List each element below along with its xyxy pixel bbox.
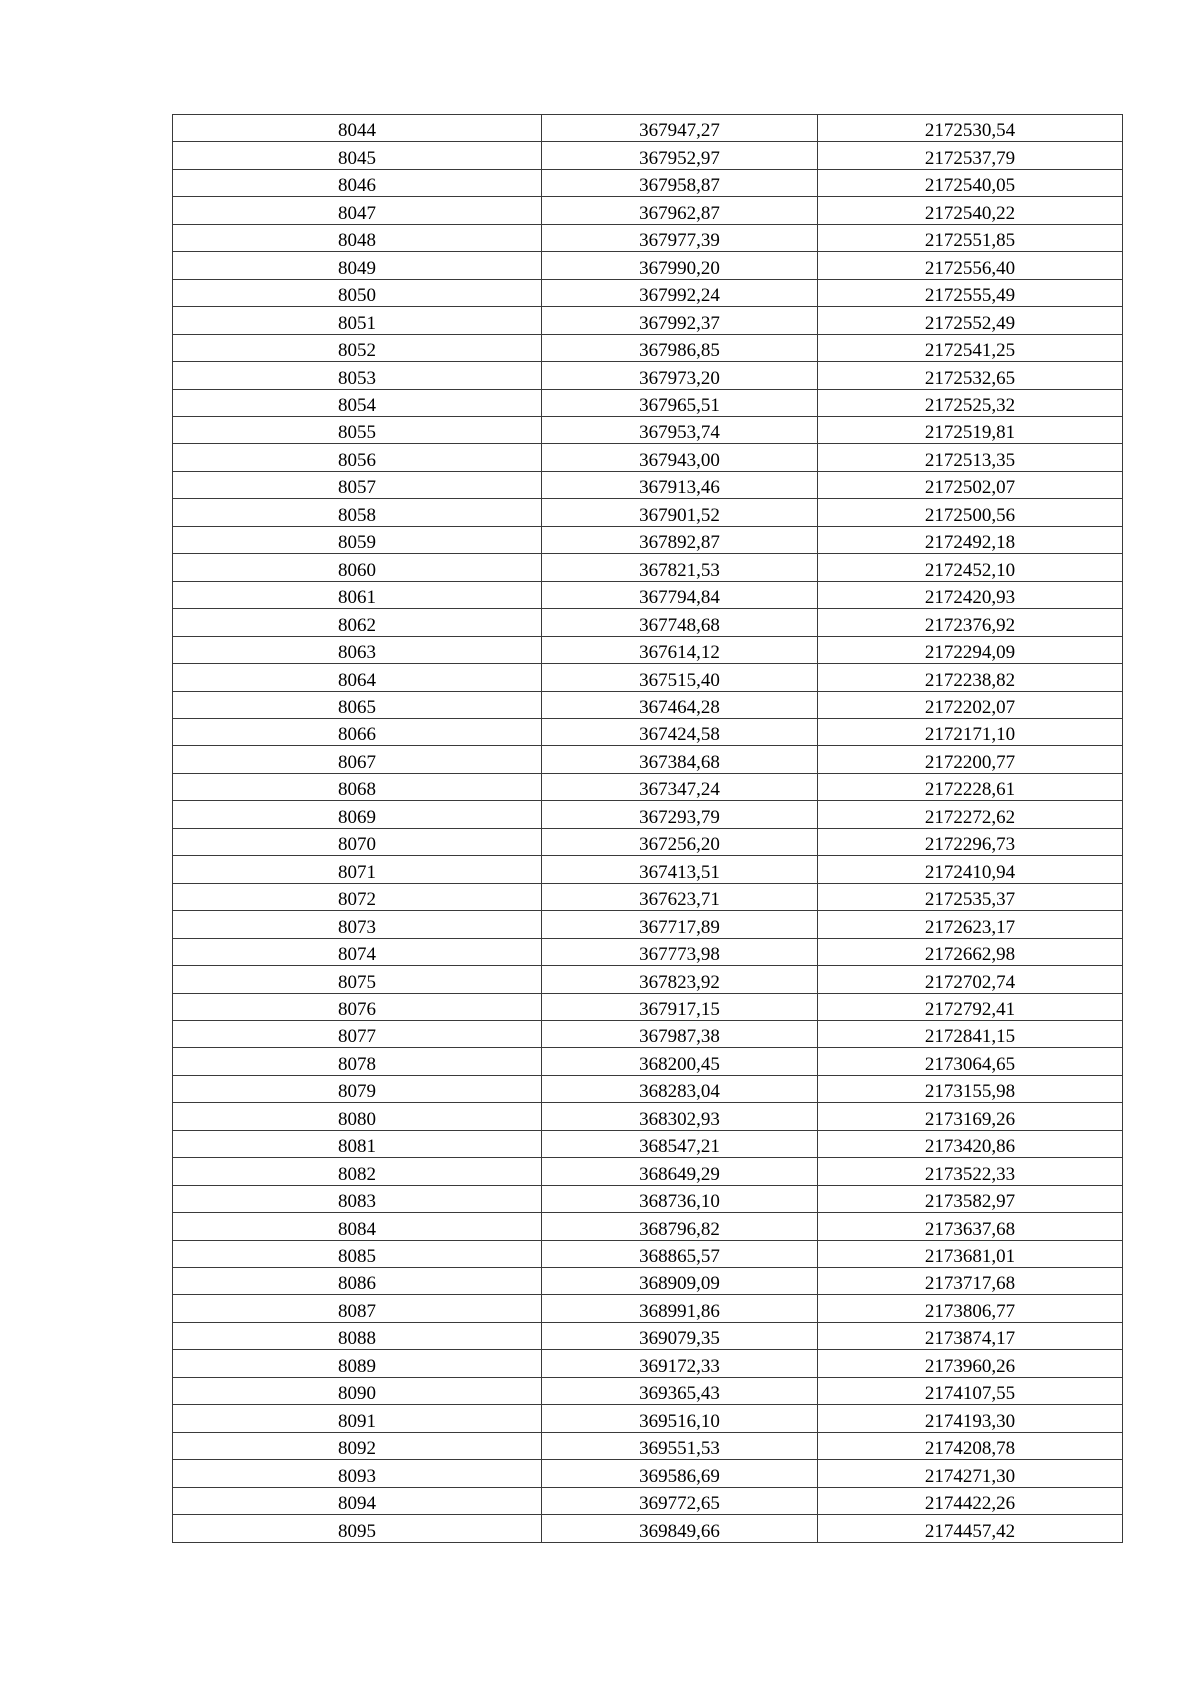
table-row xyxy=(173,828,1123,855)
point-number-cell: 8072 xyxy=(173,883,542,910)
point-number-cell: 8068 xyxy=(173,773,542,800)
point-number-cell: 8092 xyxy=(173,1432,542,1459)
point-number-cell: 8079 xyxy=(173,1075,542,1102)
x-coordinate-cell: 369849,66 xyxy=(542,1515,818,1542)
x-coordinate-cell: 367347,24 xyxy=(542,773,818,800)
table-row xyxy=(173,224,1123,251)
y-coordinate-cell: 2173582,97 xyxy=(818,1185,1123,1212)
table-row xyxy=(173,252,1123,279)
y-coordinate-cell: 2173169,26 xyxy=(818,1103,1123,1130)
y-coordinate-cell: 2173637,68 xyxy=(818,1213,1123,1240)
table-row xyxy=(173,1515,1123,1542)
x-coordinate-cell: 367958,87 xyxy=(542,169,818,196)
x-coordinate-cell: 367773,98 xyxy=(542,938,818,965)
point-number-cell: 8052 xyxy=(173,334,542,361)
point-number-cell: 8053 xyxy=(173,362,542,389)
point-number-cell: 8066 xyxy=(173,718,542,745)
y-coordinate-cell: 2172500,56 xyxy=(818,499,1123,526)
table-row xyxy=(173,1295,1123,1322)
point-number-cell: 8057 xyxy=(173,471,542,498)
table-row xyxy=(173,471,1123,498)
y-coordinate-cell: 2172376,92 xyxy=(818,609,1123,636)
y-coordinate-cell: 2172238,82 xyxy=(818,664,1123,691)
table-row xyxy=(173,1405,1123,1432)
point-number-cell: 8075 xyxy=(173,966,542,993)
y-coordinate-cell: 2172272,62 xyxy=(818,801,1123,828)
x-coordinate-cell: 367384,68 xyxy=(542,746,818,773)
table-row xyxy=(173,142,1123,169)
table-row xyxy=(173,856,1123,883)
point-number-cell: 8064 xyxy=(173,664,542,691)
table-row xyxy=(173,307,1123,334)
table-row xyxy=(173,444,1123,471)
y-coordinate-cell: 2172532,65 xyxy=(818,362,1123,389)
y-coordinate-cell: 2173717,68 xyxy=(818,1268,1123,1295)
x-coordinate-cell: 369551,53 xyxy=(542,1432,818,1459)
y-coordinate-cell: 2172540,05 xyxy=(818,169,1123,196)
x-coordinate-cell: 369772,65 xyxy=(542,1487,818,1514)
y-coordinate-cell: 2172502,07 xyxy=(818,471,1123,498)
y-coordinate-cell: 2172410,94 xyxy=(818,856,1123,883)
point-number-cell: 8076 xyxy=(173,993,542,1020)
x-coordinate-cell: 368302,93 xyxy=(542,1103,818,1130)
table-row xyxy=(173,691,1123,718)
point-number-cell: 8089 xyxy=(173,1350,542,1377)
x-coordinate-cell: 369516,10 xyxy=(542,1405,818,1432)
x-coordinate-cell: 367794,84 xyxy=(542,581,818,608)
table-row xyxy=(173,416,1123,443)
point-number-cell: 8045 xyxy=(173,142,542,169)
x-coordinate-cell: 367913,46 xyxy=(542,471,818,498)
x-coordinate-cell: 369586,69 xyxy=(542,1460,818,1487)
point-number-cell: 8046 xyxy=(173,169,542,196)
point-number-cell: 8085 xyxy=(173,1240,542,1267)
point-number-cell: 8095 xyxy=(173,1515,542,1542)
x-coordinate-cell: 367992,37 xyxy=(542,307,818,334)
point-number-cell: 8060 xyxy=(173,554,542,581)
y-coordinate-cell: 2173420,86 xyxy=(818,1130,1123,1157)
y-coordinate-cell: 2173681,01 xyxy=(818,1240,1123,1267)
point-number-cell: 8083 xyxy=(173,1185,542,1212)
table-row xyxy=(173,1322,1123,1349)
table-row xyxy=(173,169,1123,196)
table-row xyxy=(173,362,1123,389)
y-coordinate-cell: 2172540,22 xyxy=(818,197,1123,224)
y-coordinate-cell: 2172552,49 xyxy=(818,307,1123,334)
y-coordinate-cell: 2172200,77 xyxy=(818,746,1123,773)
point-number-cell: 8054 xyxy=(173,389,542,416)
x-coordinate-cell: 367987,38 xyxy=(542,1020,818,1047)
y-coordinate-cell: 2173960,26 xyxy=(818,1350,1123,1377)
y-coordinate-cell: 2172556,40 xyxy=(818,252,1123,279)
y-coordinate-cell: 2173155,98 xyxy=(818,1075,1123,1102)
x-coordinate-cell: 367952,97 xyxy=(542,142,818,169)
table-row xyxy=(173,1487,1123,1514)
y-coordinate-cell: 2173874,17 xyxy=(818,1322,1123,1349)
point-number-cell: 8058 xyxy=(173,499,542,526)
y-coordinate-cell: 2172228,61 xyxy=(818,773,1123,800)
x-coordinate-cell: 367823,92 xyxy=(542,966,818,993)
point-number-cell: 8069 xyxy=(173,801,542,828)
table-row xyxy=(173,1350,1123,1377)
y-coordinate-cell: 2172452,10 xyxy=(818,554,1123,581)
y-coordinate-cell: 2172535,37 xyxy=(818,883,1123,910)
point-number-cell: 8071 xyxy=(173,856,542,883)
point-number-cell: 8088 xyxy=(173,1322,542,1349)
x-coordinate-cell: 367965,51 xyxy=(542,389,818,416)
y-coordinate-cell: 2172841,15 xyxy=(818,1020,1123,1047)
y-coordinate-cell: 2172623,17 xyxy=(818,911,1123,938)
y-coordinate-cell: 2172492,18 xyxy=(818,526,1123,553)
x-coordinate-cell: 367943,00 xyxy=(542,444,818,471)
y-coordinate-cell: 2172537,79 xyxy=(818,142,1123,169)
point-number-cell: 8055 xyxy=(173,416,542,443)
x-coordinate-cell: 367977,39 xyxy=(542,224,818,251)
point-number-cell: 8065 xyxy=(173,691,542,718)
x-coordinate-cell: 367986,85 xyxy=(542,334,818,361)
point-number-cell: 8074 xyxy=(173,938,542,965)
table-row xyxy=(173,389,1123,416)
x-coordinate-cell: 368200,45 xyxy=(542,1048,818,1075)
y-coordinate-cell: 2172296,73 xyxy=(818,828,1123,855)
point-number-cell: 8078 xyxy=(173,1048,542,1075)
point-number-cell: 8049 xyxy=(173,252,542,279)
x-coordinate-cell: 368283,04 xyxy=(542,1075,818,1102)
y-coordinate-cell: 2172513,35 xyxy=(818,444,1123,471)
y-coordinate-cell: 2174271,30 xyxy=(818,1460,1123,1487)
point-number-cell: 8091 xyxy=(173,1405,542,1432)
y-coordinate-cell: 2172530,54 xyxy=(818,115,1123,142)
x-coordinate-cell: 368909,09 xyxy=(542,1268,818,1295)
x-coordinate-cell: 367256,20 xyxy=(542,828,818,855)
table-row xyxy=(173,883,1123,910)
table-row xyxy=(173,801,1123,828)
point-number-cell: 8062 xyxy=(173,609,542,636)
table-row xyxy=(173,1432,1123,1459)
x-coordinate-cell: 367892,87 xyxy=(542,526,818,553)
point-number-cell: 8048 xyxy=(173,224,542,251)
point-number-cell: 8059 xyxy=(173,526,542,553)
x-coordinate-cell: 367623,71 xyxy=(542,883,818,910)
table-row xyxy=(173,526,1123,553)
y-coordinate-cell: 2172551,85 xyxy=(818,224,1123,251)
table-row xyxy=(173,197,1123,224)
table-row xyxy=(173,911,1123,938)
x-coordinate-cell: 367992,24 xyxy=(542,279,818,306)
x-coordinate-cell: 368736,10 xyxy=(542,1185,818,1212)
x-coordinate-cell: 367413,51 xyxy=(542,856,818,883)
table-row xyxy=(173,115,1123,142)
y-coordinate-cell: 2173522,33 xyxy=(818,1158,1123,1185)
table-row xyxy=(173,581,1123,608)
y-coordinate-cell: 2173806,77 xyxy=(818,1295,1123,1322)
table-row xyxy=(173,1240,1123,1267)
y-coordinate-cell: 2172702,74 xyxy=(818,966,1123,993)
x-coordinate-cell: 367947,27 xyxy=(542,115,818,142)
table-row xyxy=(173,499,1123,526)
table-row xyxy=(173,993,1123,1020)
y-coordinate-cell: 2172792,41 xyxy=(818,993,1123,1020)
point-number-cell: 8087 xyxy=(173,1295,542,1322)
point-number-cell: 8051 xyxy=(173,307,542,334)
y-coordinate-cell: 2174457,42 xyxy=(818,1515,1123,1542)
x-coordinate-cell: 367901,52 xyxy=(542,499,818,526)
y-coordinate-cell: 2172541,25 xyxy=(818,334,1123,361)
coordinates-table-body xyxy=(173,115,1123,1543)
y-coordinate-cell: 2172171,10 xyxy=(818,718,1123,745)
point-number-cell: 8063 xyxy=(173,636,542,663)
point-number-cell: 8050 xyxy=(173,279,542,306)
y-coordinate-cell: 2172294,09 xyxy=(818,636,1123,663)
y-coordinate-cell: 2172662,98 xyxy=(818,938,1123,965)
y-coordinate-cell: 2174193,30 xyxy=(818,1405,1123,1432)
y-coordinate-cell: 2172202,07 xyxy=(818,691,1123,718)
table-row xyxy=(173,334,1123,361)
table-row xyxy=(173,1460,1123,1487)
point-number-cell: 8086 xyxy=(173,1268,542,1295)
y-coordinate-cell: 2174208,78 xyxy=(818,1432,1123,1459)
table-row xyxy=(173,1048,1123,1075)
point-number-cell: 8093 xyxy=(173,1460,542,1487)
x-coordinate-cell: 367748,68 xyxy=(542,609,818,636)
y-coordinate-cell: 2172555,49 xyxy=(818,279,1123,306)
table-row xyxy=(173,773,1123,800)
point-number-cell: 8082 xyxy=(173,1158,542,1185)
table-row xyxy=(173,1185,1123,1212)
x-coordinate-cell: 367962,87 xyxy=(542,197,818,224)
point-number-cell: 8070 xyxy=(173,828,542,855)
table-row xyxy=(173,1213,1123,1240)
table-row xyxy=(173,554,1123,581)
x-coordinate-cell: 367917,15 xyxy=(542,993,818,1020)
point-number-cell: 8080 xyxy=(173,1103,542,1130)
point-number-cell: 8077 xyxy=(173,1020,542,1047)
x-coordinate-cell: 367424,58 xyxy=(542,718,818,745)
table-row xyxy=(173,1103,1123,1130)
x-coordinate-cell: 368547,21 xyxy=(542,1130,818,1157)
y-coordinate-cell: 2173064,65 xyxy=(818,1048,1123,1075)
y-coordinate-cell: 2174422,26 xyxy=(818,1487,1123,1514)
table-row xyxy=(173,1158,1123,1185)
table-row xyxy=(173,1020,1123,1047)
x-coordinate-cell: 367953,74 xyxy=(542,416,818,443)
point-number-cell: 8047 xyxy=(173,197,542,224)
point-number-cell: 8044 xyxy=(173,115,542,142)
x-coordinate-cell: 368865,57 xyxy=(542,1240,818,1267)
point-number-cell: 8090 xyxy=(173,1377,542,1404)
table-row xyxy=(173,718,1123,745)
x-coordinate-cell: 367821,53 xyxy=(542,554,818,581)
x-coordinate-cell: 369079,35 xyxy=(542,1322,818,1349)
table-row xyxy=(173,1268,1123,1295)
point-number-cell: 8084 xyxy=(173,1213,542,1240)
point-number-cell: 8094 xyxy=(173,1487,542,1514)
x-coordinate-cell: 368796,82 xyxy=(542,1213,818,1240)
point-number-cell: 8061 xyxy=(173,581,542,608)
x-coordinate-cell: 367515,40 xyxy=(542,664,818,691)
table-row xyxy=(173,279,1123,306)
table-row xyxy=(173,966,1123,993)
x-coordinate-cell: 369172,33 xyxy=(542,1350,818,1377)
point-number-cell: 8067 xyxy=(173,746,542,773)
y-coordinate-cell: 2172525,32 xyxy=(818,389,1123,416)
x-coordinate-cell: 368991,86 xyxy=(542,1295,818,1322)
table-row xyxy=(173,746,1123,773)
x-coordinate-cell: 369365,43 xyxy=(542,1377,818,1404)
table-row xyxy=(173,664,1123,691)
y-coordinate-cell: 2172519,81 xyxy=(818,416,1123,443)
table-row xyxy=(173,1130,1123,1157)
table-row xyxy=(173,938,1123,965)
x-coordinate-cell: 367990,20 xyxy=(542,252,818,279)
x-coordinate-cell: 367293,79 xyxy=(542,801,818,828)
point-number-cell: 8056 xyxy=(173,444,542,471)
x-coordinate-cell: 367464,28 xyxy=(542,691,818,718)
y-coordinate-cell: 2172420,93 xyxy=(818,581,1123,608)
point-number-cell: 8073 xyxy=(173,911,542,938)
x-coordinate-cell: 368649,29 xyxy=(542,1158,818,1185)
x-coordinate-cell: 367973,20 xyxy=(542,362,818,389)
point-number-cell: 8081 xyxy=(173,1130,542,1157)
x-coordinate-cell: 367614,12 xyxy=(542,636,818,663)
table-row xyxy=(173,1377,1123,1404)
table-row xyxy=(173,636,1123,663)
x-coordinate-cell: 367717,89 xyxy=(542,911,818,938)
table-row xyxy=(173,1075,1123,1102)
coordinates-table xyxy=(172,114,1123,1543)
y-coordinate-cell: 2174107,55 xyxy=(818,1377,1123,1404)
table-row xyxy=(173,609,1123,636)
